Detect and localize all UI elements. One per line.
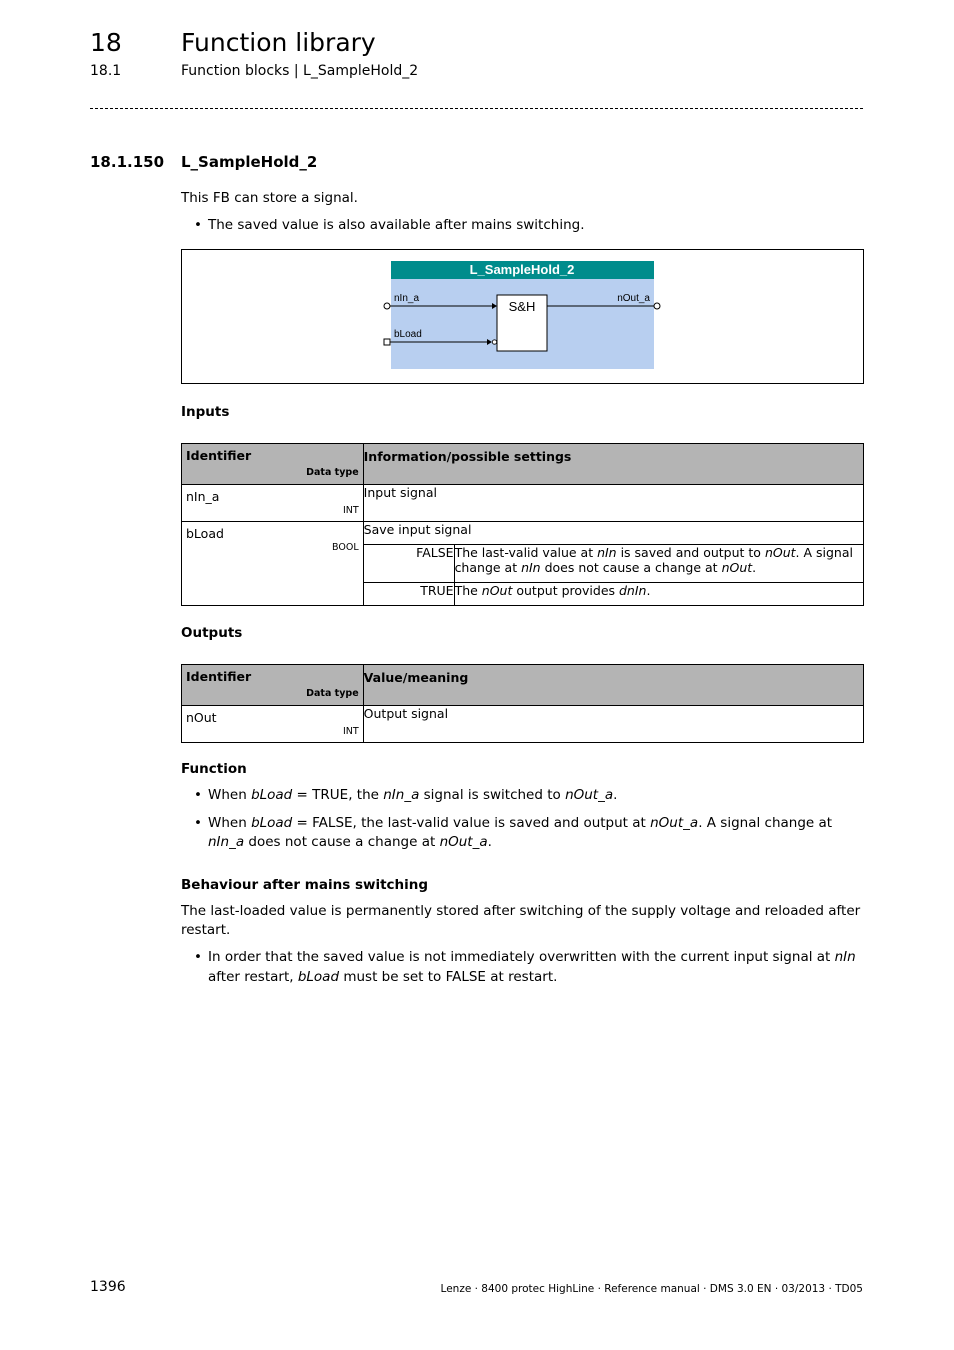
output-port-nout xyxy=(654,303,660,309)
behaviour-heading: Behaviour after mains switching xyxy=(181,877,429,893)
function-block-diagram xyxy=(182,250,863,383)
input-label-nin: nIn_a xyxy=(394,293,420,304)
inputs-col-identifier xyxy=(182,444,364,485)
heading-number: 18.1.150 xyxy=(90,153,165,171)
outputs-col-identifier-label: Identifier xyxy=(186,669,252,684)
table-row xyxy=(182,706,864,743)
intro-bullet: • The saved value is also available after mains switching. xyxy=(208,217,584,233)
setting-value: TRUE xyxy=(363,583,454,606)
behaviour-bullet: • In order that the saved value is not immediately overwritten with the current input signal at nIn xyxy=(208,949,856,965)
input-info: Input signal xyxy=(363,485,863,522)
chapter-title: Function library xyxy=(181,28,376,57)
input-edge-bload xyxy=(492,340,496,344)
outputs-table xyxy=(181,664,864,743)
header-divider xyxy=(90,108,863,109)
page-number: 1396 xyxy=(90,1279,126,1295)
input-id: bLoad xyxy=(186,526,224,541)
inputs-heading: Inputs xyxy=(181,404,230,420)
outputs-heading: Outputs xyxy=(181,625,243,641)
function-label: S&H xyxy=(508,299,536,314)
input-id: nIn_a xyxy=(186,489,220,504)
input-type: BOOL xyxy=(332,542,359,553)
output-info: Output signal xyxy=(363,706,863,743)
output-type: INT xyxy=(342,726,359,737)
outputs-col-identifier xyxy=(182,665,364,706)
chapter-number: 18 xyxy=(90,28,122,57)
document-info: Lenze · 8400 protec HighLine · Reference manual · DMS 3.0 EN · 03/2013 · TD05 xyxy=(440,1283,863,1295)
input-id-cell xyxy=(182,485,364,522)
input-port-bload xyxy=(384,339,390,345)
behaviour-para-line2: restart. xyxy=(181,922,231,938)
output-id: nOut xyxy=(186,710,217,725)
block-title: L_SampleHold_2 xyxy=(469,262,575,277)
inputs-col-datatype-label: Data type xyxy=(306,467,359,478)
output-label-nout: nOut_a xyxy=(617,293,650,304)
setting-description: The last-valid value at nIn is saved and output to nOut. A signal change at nIn does not cause a change at nOut. xyxy=(454,545,863,583)
setting-description: The nOut output provides dnIn. xyxy=(454,583,863,606)
outputs-col-value: Value/meaning xyxy=(363,665,863,706)
input-info: Save input signal xyxy=(363,522,863,545)
inputs-table xyxy=(181,443,864,606)
outputs-col-datatype-label: Data type xyxy=(306,688,359,699)
table-row xyxy=(182,485,864,522)
heading-title: L_SampleHold_2 xyxy=(181,153,318,171)
input-port-nin xyxy=(384,303,390,309)
behaviour-bullet-cont: after restart, bLoad must be set to FALSE at restart. xyxy=(208,969,558,985)
input-label-bload: bLoad xyxy=(394,329,422,340)
section-title: Function blocks | L_SampleHold_2 xyxy=(181,63,419,79)
behaviour-para-line1: The last-loaded value is permanently stored after switching of the supply voltage and reloaded after xyxy=(181,903,861,919)
function-bullet-2: • When bLoad = FALSE, the last-valid value is saved and output at nOut_a. A signal change at xyxy=(208,815,832,831)
table-row xyxy=(182,522,864,545)
intro-text: This FB can store a signal. xyxy=(181,190,358,206)
setting-value: FALSE xyxy=(363,545,454,583)
inputs-col-info: Information/possible settings xyxy=(363,444,863,485)
function-heading: Function xyxy=(181,761,247,777)
section-number: 18.1 xyxy=(90,63,122,79)
input-type: INT xyxy=(342,505,359,516)
output-id-cell xyxy=(182,706,364,743)
input-id-cell xyxy=(182,522,364,606)
inputs-col-identifier-label: Identifier xyxy=(186,448,252,463)
diagram-frame xyxy=(181,249,864,384)
function-bullet-2-cont: nIn_a does not cause a change at nOut_a. xyxy=(208,834,492,850)
function-bullet-1: • When bLoad = TRUE, the nIn_a signal is switched to nOut_a. xyxy=(208,787,617,803)
